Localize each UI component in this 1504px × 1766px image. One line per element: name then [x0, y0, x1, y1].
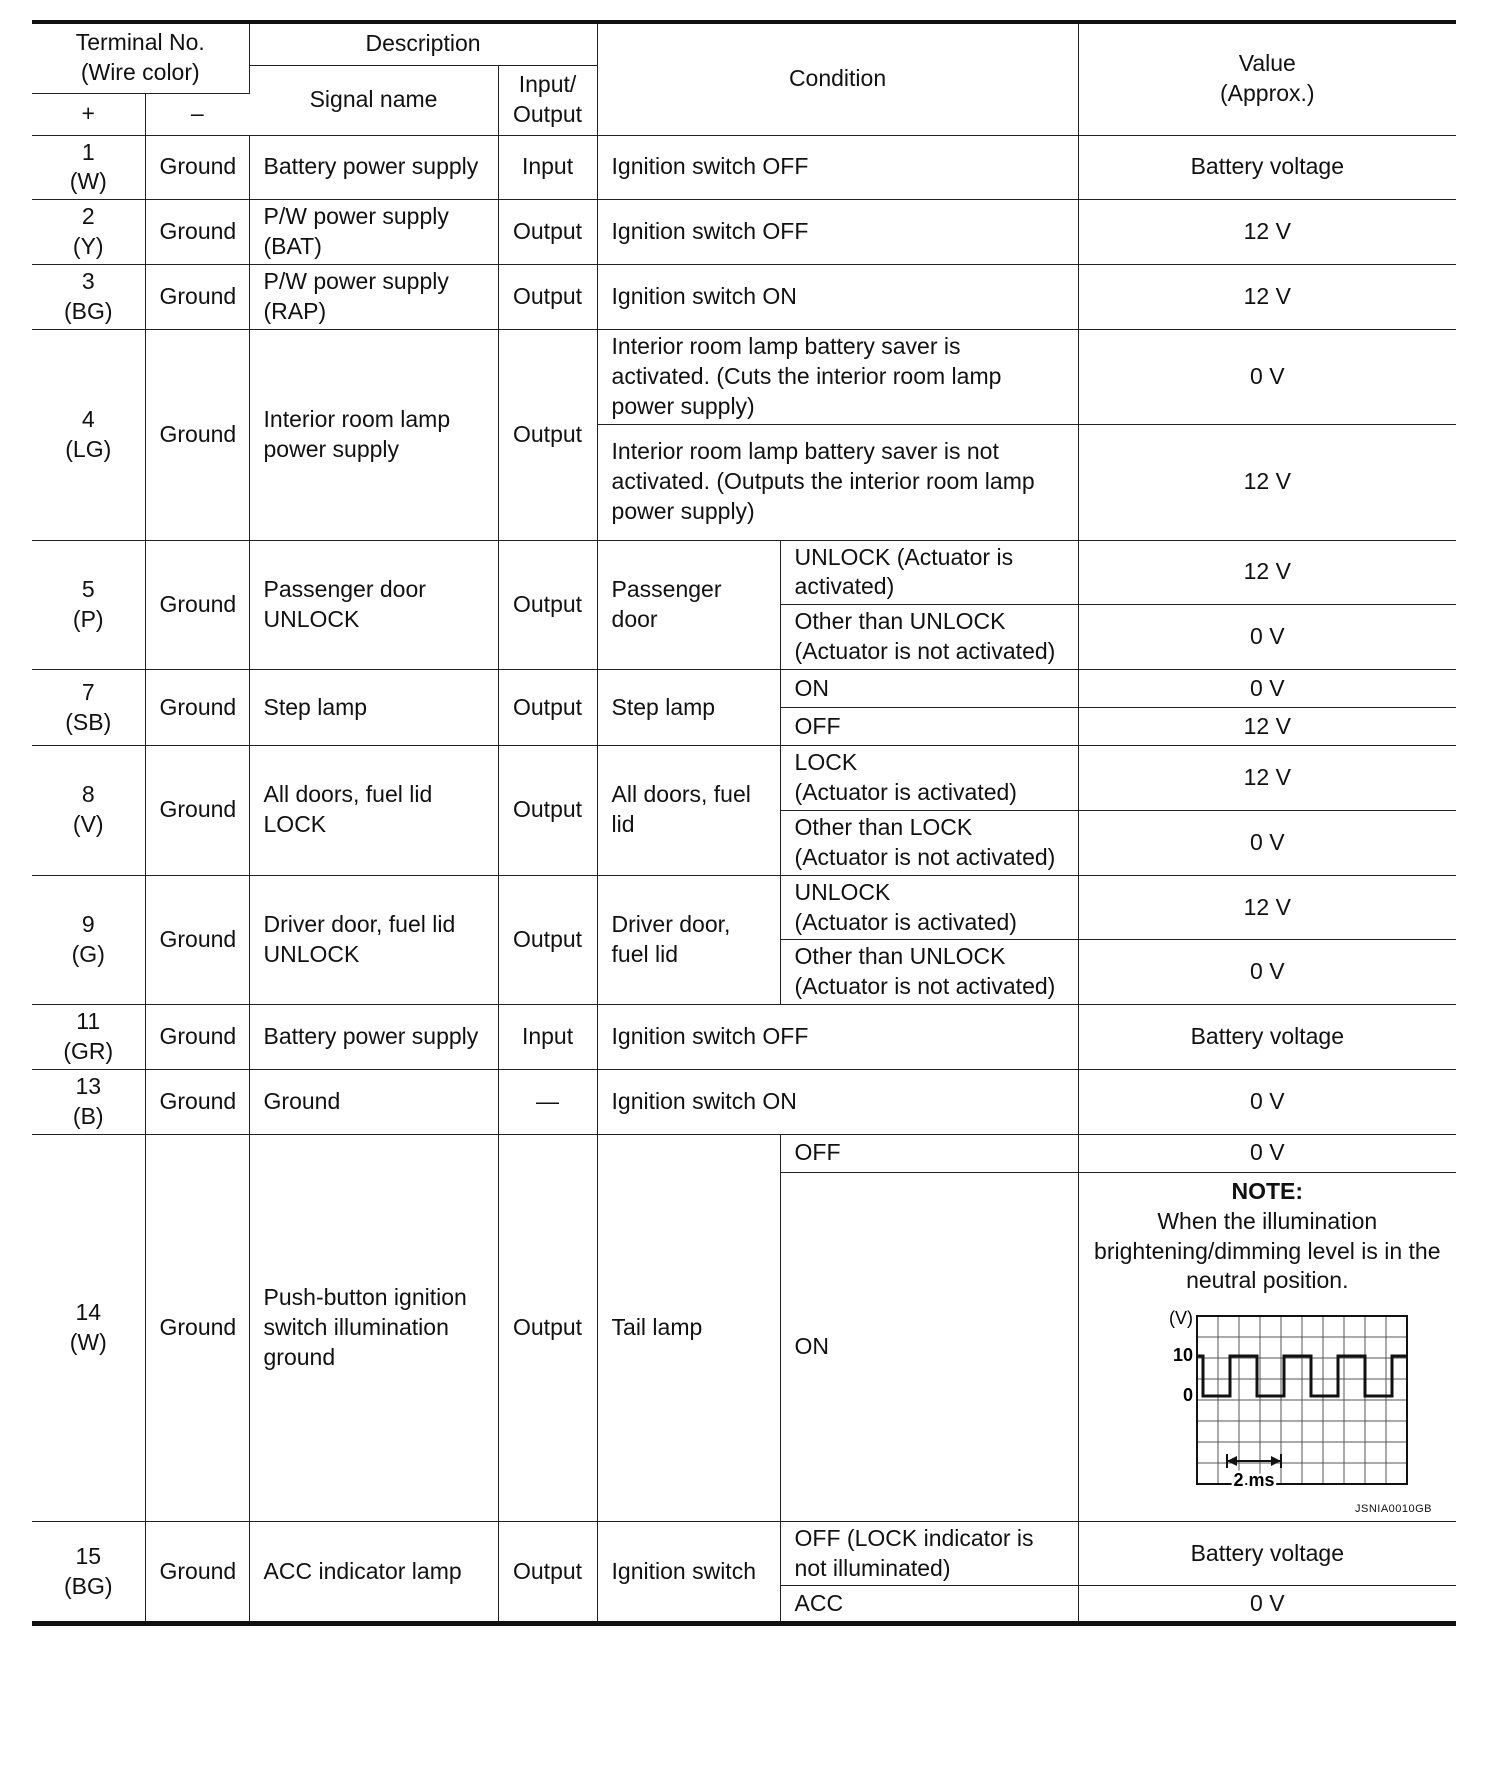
- io-cell: Output: [498, 329, 597, 540]
- subcondition-cell: ON: [780, 1172, 1078, 1521]
- wire-color: (BG): [63, 1572, 113, 1599]
- terminal-spec-table: [32, 20, 1456, 1626]
- table-row: [32, 540, 1456, 605]
- value-cell: 0 V: [1078, 810, 1456, 875]
- condition-cell: All doors, fuel lid: [597, 746, 780, 876]
- value-cell: 0 V: [1078, 1134, 1456, 1172]
- signal-cell: P/W power supply (RAP): [249, 265, 498, 330]
- wave-unit-label: (V): [1169, 1308, 1194, 1329]
- value-cell: Battery voltage: [1078, 1005, 1456, 1070]
- minus-cell: Ground: [145, 200, 249, 265]
- terminal-number: 4: [81, 405, 95, 432]
- condition-header: Condition: [597, 22, 1078, 135]
- table-row: [32, 1005, 1456, 1070]
- condition-cell: Step lamp: [597, 670, 780, 746]
- terminal-header: [32, 22, 249, 93]
- condition-cell: Ignition switch OFF: [597, 135, 1078, 200]
- terminal-number: 15: [75, 1542, 102, 1569]
- terminal-number: 2: [81, 203, 95, 230]
- wave-low-label: 0: [1183, 1385, 1194, 1406]
- terminal-number: 8: [81, 781, 95, 808]
- signal-cell: Step lamp: [249, 670, 498, 746]
- terminal-number: 11: [76, 1008, 101, 1035]
- signal-cell: Driver door, fuel lid UNLOCK: [249, 875, 498, 1005]
- subcondition-cell: OFF: [780, 1134, 1078, 1172]
- terminal-cell: [32, 875, 145, 1005]
- io-label-2: Output: [513, 101, 583, 127]
- terminal-cell: [32, 746, 145, 876]
- table-row: [32, 1521, 1456, 1586]
- subcondition-cell: [780, 810, 1078, 875]
- table-row: [32, 670, 1456, 708]
- wire-color: (LG): [65, 435, 112, 462]
- io-cell: Output: [498, 540, 597, 670]
- subcondition-cell: [780, 875, 1078, 940]
- io-cell: Output: [498, 746, 597, 876]
- io-cell: Output: [498, 200, 597, 265]
- table-row: [32, 1069, 1456, 1134]
- table-row: [32, 1134, 1456, 1172]
- minus-cell: Ground: [145, 329, 249, 540]
- subcondition-line: LOCK: [794, 749, 858, 776]
- value-cell: 0 V: [1078, 670, 1456, 708]
- wire-color: (BG): [63, 297, 113, 324]
- note-block: [1085, 1177, 1451, 1517]
- io-cell: —: [498, 1069, 597, 1134]
- value-cell: 0 V: [1078, 940, 1456, 1005]
- value-cell: 12 V: [1078, 265, 1456, 330]
- io-cell: Output: [498, 1521, 597, 1624]
- terminal-cell: [32, 1069, 145, 1134]
- minus-cell: Ground: [145, 1005, 249, 1070]
- value-cell: 12 V: [1078, 540, 1456, 605]
- io-header: [498, 65, 597, 135]
- wire-color: (G): [71, 940, 105, 967]
- terminal-cell: [32, 135, 145, 200]
- waveform-grid: [1197, 1316, 1407, 1484]
- minus-header: –: [145, 93, 249, 135]
- table-row: [32, 746, 1456, 811]
- minus-cell: Ground: [145, 875, 249, 1005]
- plus-header: +: [32, 93, 145, 135]
- wire-color: (W): [69, 168, 107, 195]
- io-label-1: Input/: [518, 71, 577, 98]
- value-cell: 0 V: [1078, 605, 1456, 670]
- wire-color: (P): [72, 605, 104, 632]
- minus-cell: Ground: [145, 1069, 249, 1134]
- condition-cell: Ignition switch OFF: [597, 1005, 1078, 1070]
- note-text: When the illumination brightening/dimming level is in the neutral position.: [1094, 1207, 1441, 1294]
- subcondition-line: Other than UNLOCK: [794, 943, 1006, 970]
- value-cell: 12 V: [1078, 424, 1456, 540]
- subcondition-cell: OFF: [780, 708, 1078, 746]
- terminal-number: 9: [81, 911, 95, 938]
- subcondition-line: Other than LOCK: [794, 813, 973, 840]
- terminal-no-label: Terminal No.: [75, 29, 205, 56]
- period-marker: [1227, 1454, 1281, 1468]
- signal-cell: Battery power supply: [249, 135, 498, 200]
- terminal-cell: [32, 1521, 145, 1624]
- signal-cell: Push-button ignition switch illumination ground: [249, 1134, 498, 1521]
- table-row: [32, 329, 1456, 424]
- table-row: [32, 875, 1456, 940]
- signal-cell: P/W power supply (BAT): [249, 200, 498, 265]
- condition-cell: Ignition switch ON: [597, 1069, 1078, 1134]
- wire-color: (B): [72, 1102, 104, 1129]
- signal-cell: Passenger door UNLOCK: [249, 540, 498, 670]
- subcondition-line: UNLOCK: [794, 878, 891, 905]
- io-cell: Input: [498, 1005, 597, 1070]
- figure-code: JSNIA0010GB: [1354, 1503, 1433, 1516]
- value-label: Value: [1238, 50, 1296, 77]
- minus-cell: Ground: [145, 1521, 249, 1624]
- subcondition-line: (Actuator is activated): [794, 908, 1017, 935]
- wave-period-label: 2 ms: [1233, 1470, 1275, 1491]
- value-cell: Battery voltage: [1078, 135, 1456, 200]
- description-header: Description: [249, 22, 597, 65]
- wave-high-label: 10: [1173, 1345, 1194, 1366]
- terminal-number: 5: [81, 575, 95, 602]
- terminal-number: 1: [81, 138, 95, 165]
- io-cell: Output: [498, 670, 597, 746]
- wire-color: (Y): [72, 233, 104, 260]
- subcondition-line: (Actuator is not activated): [794, 843, 1056, 870]
- note-title: NOTE:: [1231, 1177, 1304, 1204]
- condition-cell: Interior room lamp battery saver is activated. (Cuts the interior room lamp power supply): [597, 329, 1078, 424]
- value-cell: 12 V: [1078, 746, 1456, 811]
- signal-name-header: Signal name: [249, 65, 498, 135]
- condition-cell: Ignition switch OFF: [597, 200, 1078, 265]
- signal-cell: Interior room lamp power supply: [249, 329, 498, 540]
- subcondition-cell: OFF (LOCK indicator is not illuminated): [780, 1521, 1078, 1586]
- subcondition-cell: [780, 746, 1078, 811]
- subcondition-cell: UNLOCK (Actuator is activated): [780, 540, 1078, 605]
- value-cell: 12 V: [1078, 708, 1456, 746]
- approx-label: (Approx.): [1219, 80, 1315, 107]
- minus-cell: Ground: [145, 265, 249, 330]
- terminal-number: 3: [81, 268, 95, 295]
- subcondition-cell: ON: [780, 670, 1078, 708]
- condition-cell: Interior room lamp battery saver is not activated. (Outputs the interior room lamp power supply): [597, 424, 1078, 540]
- signal-cell: ACC indicator lamp: [249, 1521, 498, 1624]
- wire-color: (SB): [65, 708, 112, 735]
- table-row: [32, 265, 1456, 330]
- subcondition-cell: ACC: [780, 1586, 1078, 1624]
- signal-cell: All doors, fuel lid LOCK: [249, 746, 498, 876]
- terminal-number: 13: [75, 1072, 102, 1099]
- value-cell: 0 V: [1078, 1069, 1456, 1134]
- condition-cell: Ignition switch: [597, 1521, 780, 1624]
- io-cell: Output: [498, 265, 597, 330]
- terminal-number: 14: [75, 1298, 102, 1325]
- table-row: [32, 200, 1456, 265]
- wire-color: (V): [72, 811, 104, 838]
- subcondition-line: (Actuator is not activated): [794, 973, 1056, 1000]
- header-row-1: [32, 22, 1456, 65]
- wire-color-label: (Wire color): [80, 59, 200, 86]
- wire-color: (W): [69, 1328, 107, 1355]
- value-note-cell: [1078, 1172, 1456, 1521]
- terminal-cell: [32, 329, 145, 540]
- terminal-cell: [32, 1005, 145, 1070]
- value-cell: 12 V: [1078, 875, 1456, 940]
- subcondition-line: (Actuator is activated): [794, 778, 1017, 805]
- condition-cell: Ignition switch ON: [597, 265, 1078, 330]
- waveform-chart: [1117, 1306, 1417, 1496]
- terminal-cell: [32, 670, 145, 746]
- wire-color: (GR): [63, 1038, 114, 1065]
- value-cell: 0 V: [1078, 329, 1456, 424]
- condition-cell: Driver door, fuel lid: [597, 875, 780, 1005]
- value-header: [1078, 22, 1456, 135]
- terminal-number: 7: [81, 678, 95, 705]
- io-cell: Input: [498, 135, 597, 200]
- subcondition-cell: [780, 940, 1078, 1005]
- terminal-cell: [32, 540, 145, 670]
- value-cell: Battery voltage: [1078, 1521, 1456, 1586]
- table-row: [32, 135, 1456, 200]
- value-cell: 0 V: [1078, 1586, 1456, 1624]
- subcondition-cell: Other than UNLOCK (Actuator is not activated): [780, 605, 1078, 670]
- terminal-cell: [32, 200, 145, 265]
- minus-cell: Ground: [145, 135, 249, 200]
- minus-cell: Ground: [145, 1134, 249, 1521]
- terminal-cell: [32, 1134, 145, 1521]
- condition-cell: Tail lamp: [597, 1134, 780, 1521]
- signal-cell: Ground: [249, 1069, 498, 1134]
- io-cell: Output: [498, 875, 597, 1005]
- condition-cell: Passenger door: [597, 540, 780, 670]
- minus-cell: Ground: [145, 540, 249, 670]
- value-cell: 12 V: [1078, 200, 1456, 265]
- minus-cell: Ground: [145, 670, 249, 746]
- minus-cell: Ground: [145, 746, 249, 876]
- io-cell: Output: [498, 1134, 597, 1521]
- terminal-cell: [32, 265, 145, 330]
- signal-cell: Battery power supply: [249, 1005, 498, 1070]
